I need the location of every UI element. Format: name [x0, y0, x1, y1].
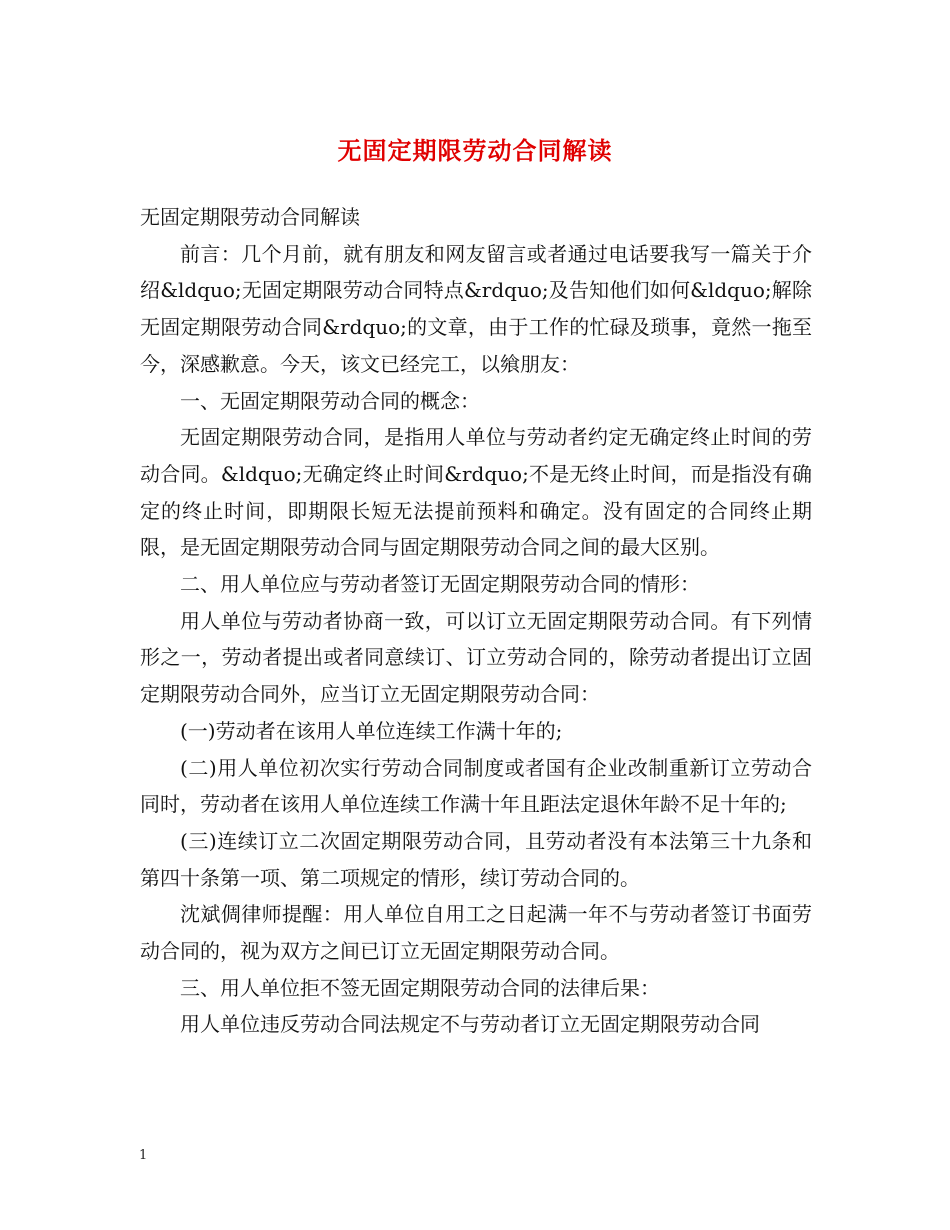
- paragraph-consequences: 用人单位违反劳动合同法规定不与劳动者订立无固定期限劳动合同: [180, 1012, 760, 1037]
- paragraph-lawyer-note: 沈斌倜律师提醒：用人单位自用工之日起满一年不与劳动者签订书面劳动合同的，视为双方之间已订立无固定期限劳动合同。: [140, 902, 812, 964]
- paragraph-situations: 用人单位与劳动者协商一致，可以订立无固定期限劳动合同。有下列情形之一，劳动者提出或者同意续订、订立劳动合同的，除劳动者提出订立固定期限劳动合同外，应当订立无固定期限劳动合同：: [140, 608, 812, 707]
- paragraph-concept: 无固定期限劳动合同，是指用人单位与劳动者约定无确定终止时间的劳动合同。&ldquo;无确定终止时间&rdquo;不是无终止时间，而是指没有确定的终止时间，即期限长短无法提前预料和确定。没有固定的合同终止期限，是无固定期限劳动合同与固定期限劳动合同之间的最大区别。: [140, 425, 812, 560]
- page-number: 1: [139, 1148, 148, 1163]
- document-body: [140, 199, 812, 1043]
- paragraph-preface: 前言：几个月前，就有朋友和网友留言或者通过电话要我写一篇关于介绍&ldquo;无固定期限劳动合同特点&rdquo;及告知他们如何&ldquo;解除无固定期限劳动合同&rdquo;的文章，由于工作的忙碌及琐事，竟然一拖至今，深感歉意。今天，该文已经完工，以飨朋友：: [140, 241, 812, 376]
- list-item-3: (三)连续订立二次固定期限劳动合同，且劳动者没有本法第三十九条和第四十条第一项、第二项规定的情形，续订劳动合同的。: [140, 828, 812, 890]
- section-heading-1: 一、无固定期限劳动合同的概念：: [180, 388, 480, 413]
- body-heading: 无固定期限劳动合同解读: [140, 205, 360, 229]
- list-item-2: (二)用人单位初次实行劳动合同制度或者国有企业改制重新订立劳动合同时，劳动者在该用人单位连续工作满十年且距法定退休年龄不足十年的;: [140, 755, 812, 817]
- list-item-1: (一)劳动者在该用人单位连续工作满十年的;: [180, 718, 563, 743]
- section-heading-2: 二、用人单位应与劳动者签订无固定期限劳动合同的情形：: [180, 572, 700, 597]
- section-heading-3: 三、用人单位拒不签无固定期限劳动合同的法律后果：: [180, 975, 660, 1000]
- document-title: 无固定期限劳动合同解读: [337, 136, 613, 165]
